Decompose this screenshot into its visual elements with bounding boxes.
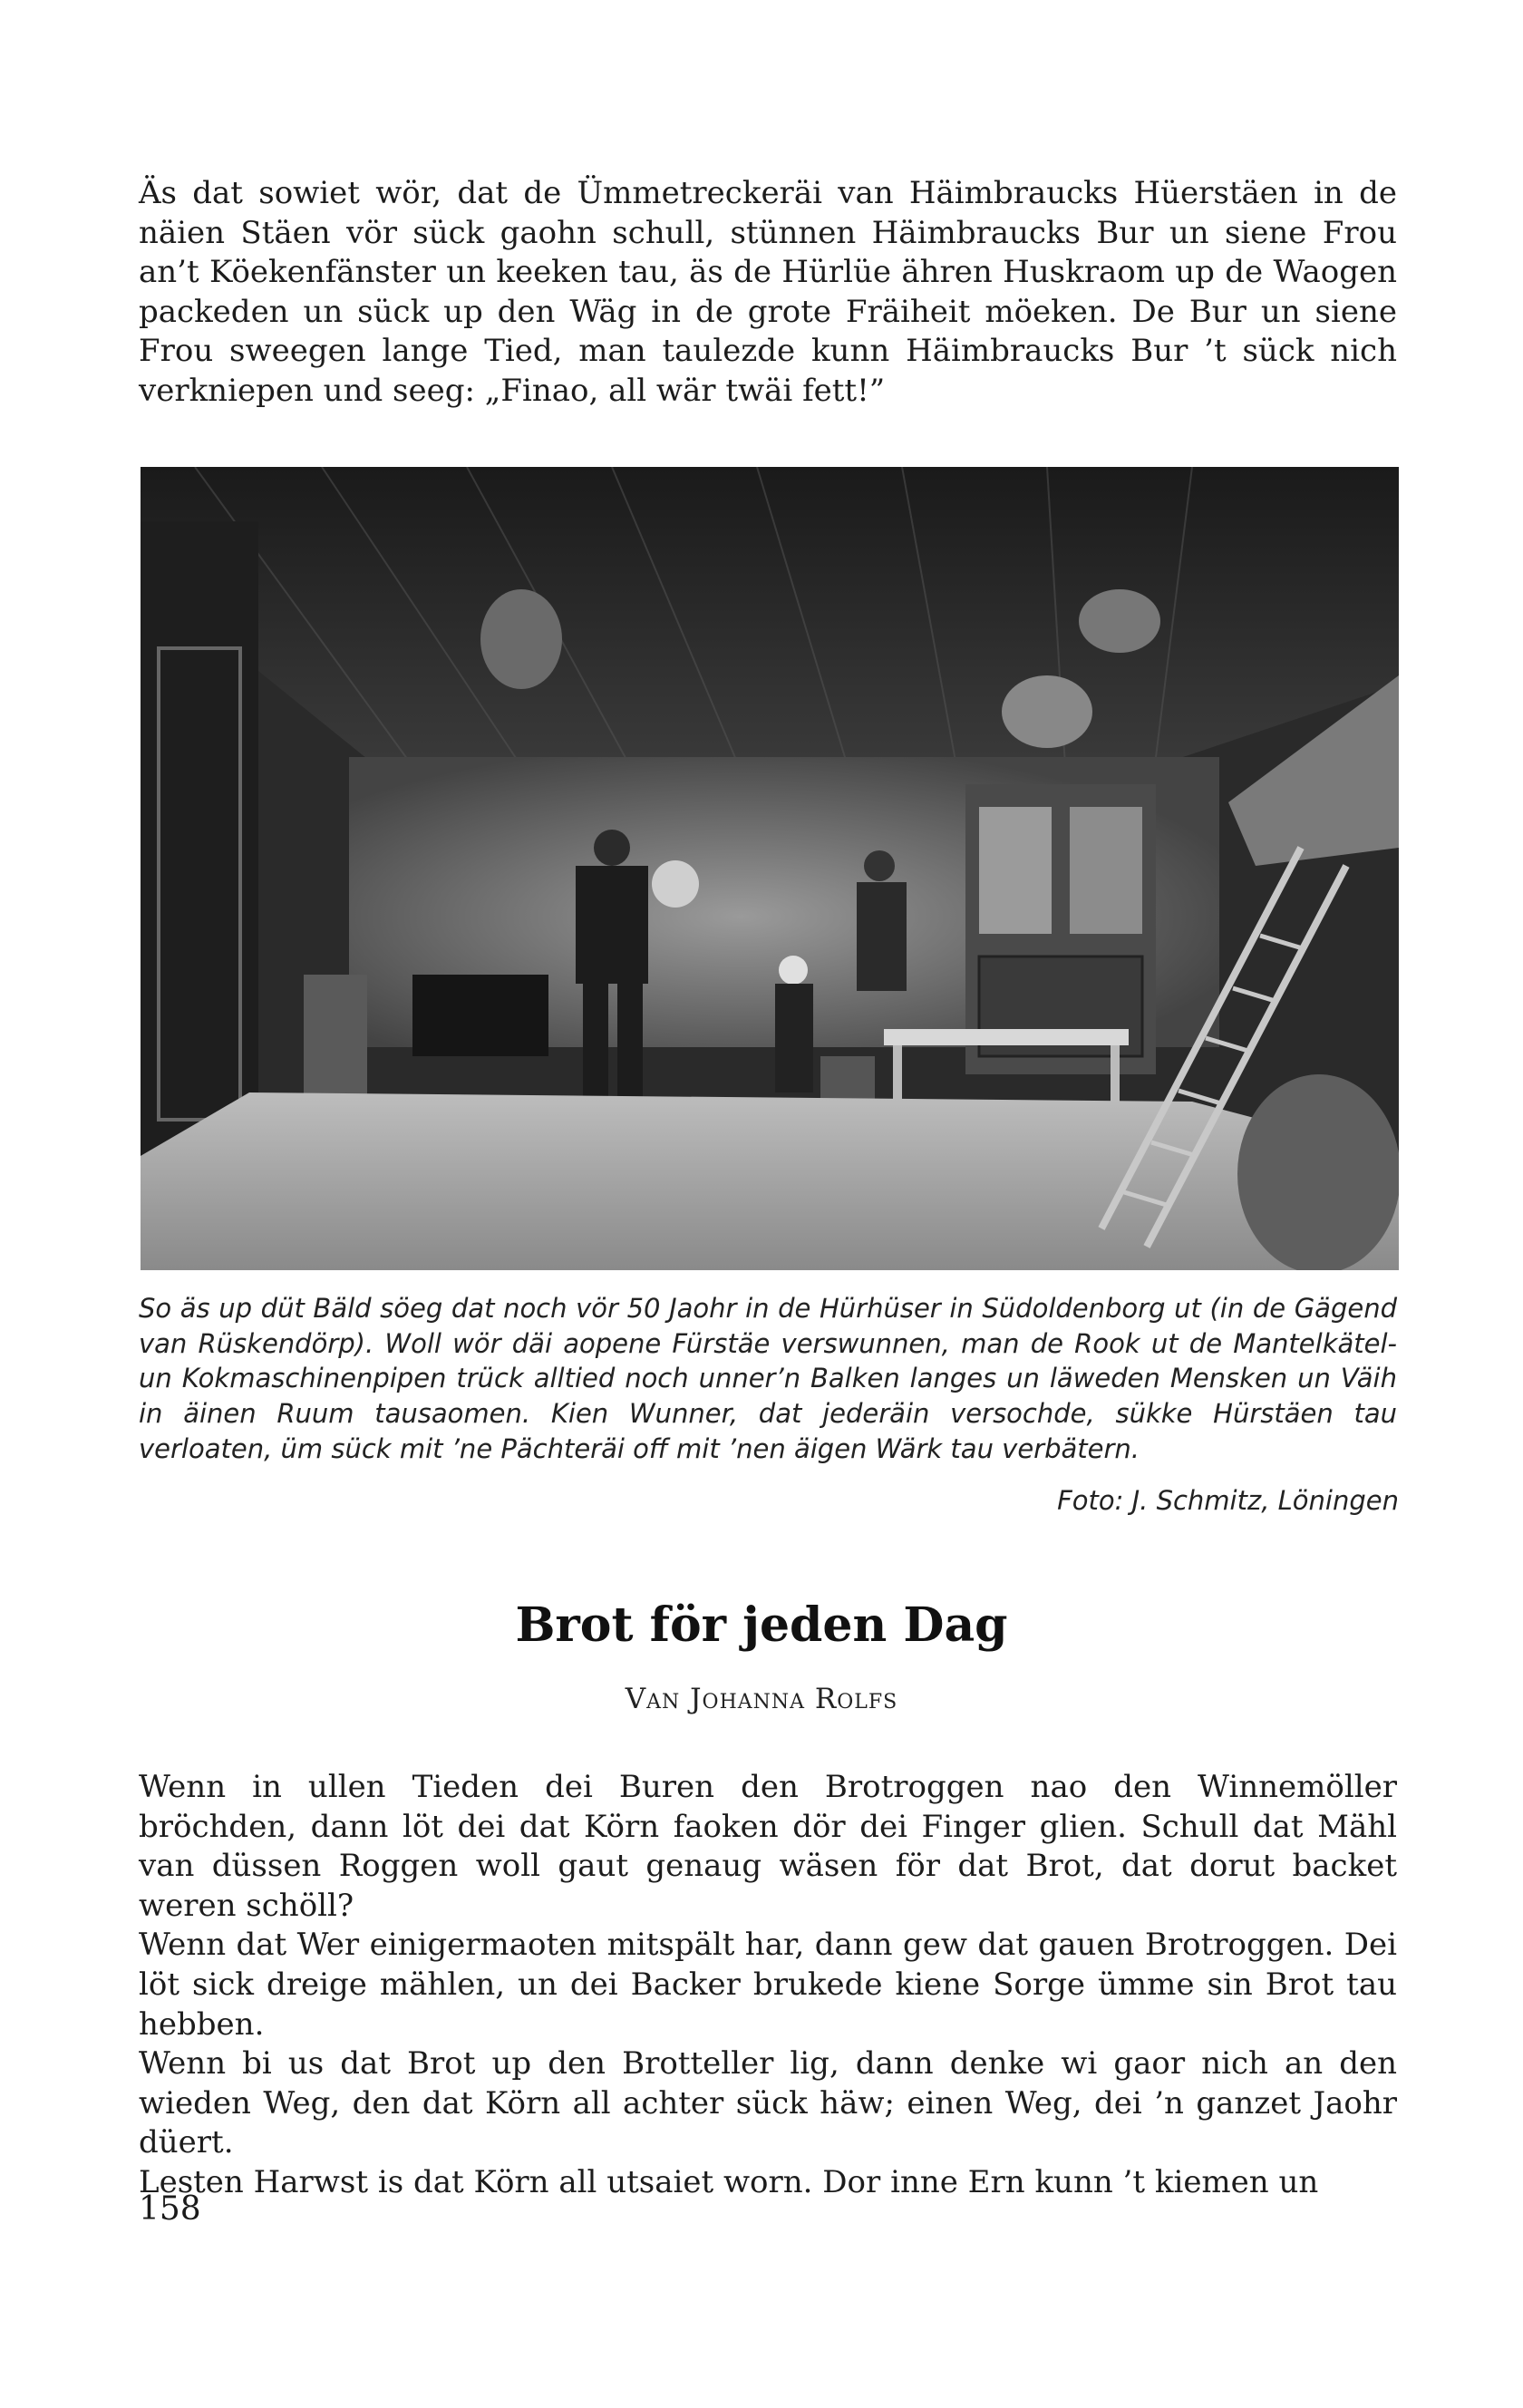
page-number: 158 — [139, 2190, 201, 2228]
body-paragraph: Wenn dat Wer einigermaoten mitspält har, dann gew dat gauen Brotroggen. Dei löt sick dreige mählen, un dei Backer brukede kiene Sorge ümme sin Brot tau hebben. — [139, 1927, 1397, 2043]
body-paragraph: Wenn in ullen Tieden dei Buren den Brotroggen nao den Winnemöller bröchden, dann löt dei dat Körn faoken dör dei Finger glien. Schull dat Mähl van düssen Roggen woll gaut genaug wäsen för dat Brot, dat dorut backet weren schöll? — [139, 1769, 1397, 1924]
photo-caption: So äs up düt Bäld söeg dat noch vör 50 Jaohr in de Hürhüser in Südoldenborg ut (in de Gägend van Rüskendörp). Woll wör däi aopene Fürstäe verswunnen, man de Rook ut de Mantelkätel- un Kokmaschinenpipen trück alltied noch unner’n Balken langes un läweden Mensken un Väih in äinen Ruum tausaomen. Kien Wunner, dat jederäin versochde, sükke Hürstäen tau verloaten, üm sück mit ’ne Pächteräi off mit ’nen äigen Wärk tau verbätern. — [139, 1293, 1397, 1464]
intro-paragraph: Äs dat sowiet wör, dat de Ümmetreckeräi van Häimbraucks Hüerstäen in de näien Stäen vör sück gaohn schull, stünnen Häimbraucks Bur un siene Frou an’t Köekenfänster un keeken tau, äs de Hürlüe ähren Huskraom up de Waogen packeden un sück up den Wäg in de grote Fräiheit möeken. De Bur un siene Frou sweegen lange Tied, man taulezde kunn Häimbraucks Bur ’t sück nich verkniepen und seeg: „Finao, all wär twäi fett!” — [139, 175, 1397, 409]
article-title: Brot för jeden Dag — [515, 1597, 1008, 1653]
body-paragraph: Wenn bi us dat Brot up den Brotteller lig, dann denke wi gaor nich an den wieden Weg, den dat Körn all achter sück häw; einen Weg, dei ’n ganzet Jaohr düert. — [139, 2045, 1397, 2161]
photo-credit: Foto: J. Schmitz, Löningen — [1057, 1485, 1399, 1516]
article-body — [139, 1768, 1397, 2203]
body-paragraph: Lesten Harwst is dat Körn all utsaiet worn. Dor inne Ern kunn ’t kiemen un — [139, 2163, 1319, 2200]
farmhouse-interior-photo — [141, 467, 1399, 1270]
article-byline: Van Johanna Rolfs — [625, 1683, 898, 1715]
